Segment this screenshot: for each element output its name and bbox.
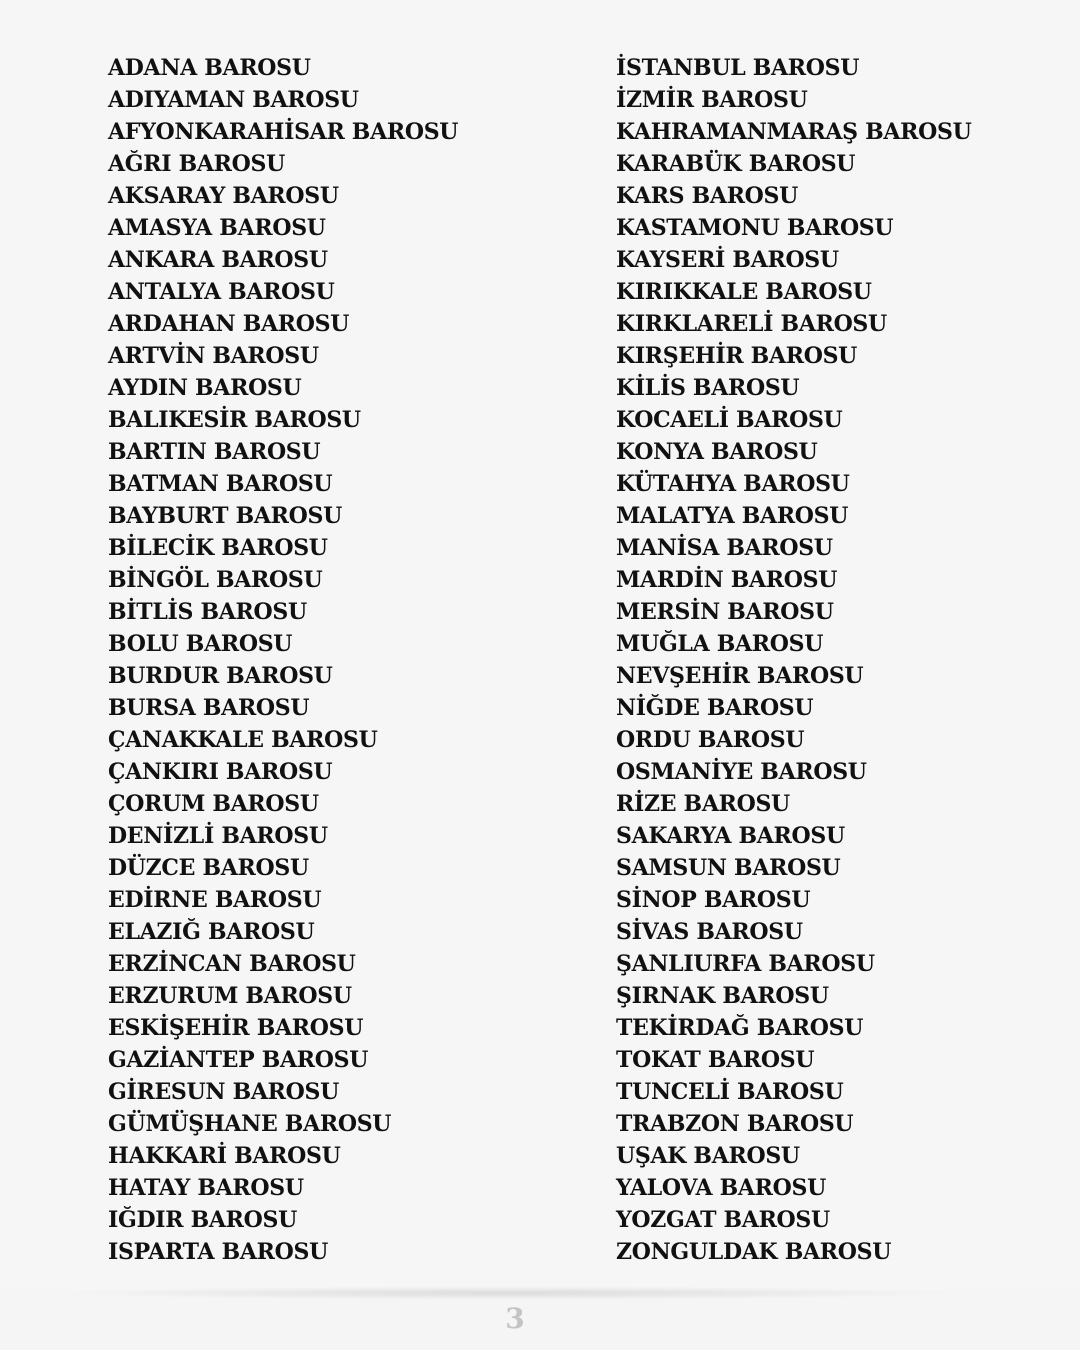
- bar-association-item: BİTLİS BAROSU: [108, 599, 307, 625]
- bar-association-item: OSMANİYE BAROSU: [616, 759, 867, 785]
- bar-association-item: NİĞDE BAROSU: [616, 695, 814, 721]
- bar-association-item: ŞANLIURFA BAROSU: [616, 951, 875, 977]
- bar-association-item: ERZİNCAN BAROSU: [108, 951, 356, 977]
- bar-association-item: ESKİŞEHİR BAROSU: [108, 1015, 364, 1041]
- bar-association-item: KAHRAMANMARAŞ BAROSU: [616, 119, 972, 145]
- bar-association-item: TRABZON BAROSU: [616, 1111, 854, 1137]
- bar-association-item: MALATYA BAROSU: [616, 503, 849, 529]
- bar-association-item: ÇORUM BAROSU: [108, 791, 319, 817]
- bar-association-item: SAKARYA BAROSU: [616, 823, 845, 849]
- bar-association-item: KAYSERİ BAROSU: [616, 247, 839, 273]
- bar-association-item: DÜZCE BAROSU: [108, 855, 309, 881]
- bar-association-item: ELAZIĞ BAROSU: [108, 919, 315, 945]
- bar-association-item: ANTALYA BAROSU: [108, 279, 335, 305]
- bar-association-item: BARTIN BAROSU: [108, 439, 321, 465]
- bar-association-item: AMASYA BAROSU: [108, 215, 326, 241]
- bar-association-item: KÜTAHYA BAROSU: [616, 471, 850, 497]
- bar-association-item: GÜMÜŞHANE BAROSU: [108, 1111, 392, 1137]
- left-column-list: [108, 52, 458, 1268]
- bar-association-item: BURSA BAROSU: [108, 695, 310, 721]
- bar-association-item: SİNOP BAROSU: [616, 887, 811, 913]
- bar-association-item: ANKARA BAROSU: [108, 247, 328, 273]
- bar-association-item: KASTAMONU BAROSU: [616, 215, 894, 241]
- bar-association-item: KIRKLARELİ BAROSU: [616, 311, 887, 337]
- page-number: 3: [505, 1302, 525, 1335]
- bar-association-item: AFYONKARAHİSAR BAROSU: [108, 119, 459, 145]
- bar-association-item: SAMSUN BAROSU: [616, 855, 841, 881]
- bar-association-item: İSTANBUL BAROSU: [616, 55, 860, 81]
- bar-association-item: MUĞLA BAROSU: [616, 631, 824, 657]
- bar-association-item: BATMAN BAROSU: [108, 471, 333, 497]
- bar-association-item: EDİRNE BAROSU: [108, 887, 322, 913]
- bar-association-item: KONYA BAROSU: [616, 439, 818, 465]
- bar-association-item: ZONGULDAK BAROSU: [616, 1239, 892, 1265]
- bar-association-item: GAZİANTEP BAROSU: [108, 1047, 369, 1073]
- bar-association-item: KARS BAROSU: [616, 183, 799, 209]
- bar-association-item: UŞAK BAROSU: [616, 1143, 800, 1169]
- bar-association-item: İZMİR BAROSU: [616, 87, 808, 113]
- bar-association-item: BAYBURT BAROSU: [108, 503, 342, 529]
- bar-association-item: BOLU BAROSU: [108, 631, 293, 657]
- bar-association-item: TUNCELİ BAROSU: [616, 1079, 844, 1105]
- bar-association-item: ÇANKIRI BAROSU: [108, 759, 333, 785]
- bar-association-item: HAKKARİ BAROSU: [108, 1143, 341, 1169]
- bar-association-item: ISPARTA BAROSU: [108, 1239, 328, 1265]
- bar-association-item: HATAY BAROSU: [108, 1175, 304, 1201]
- bar-association-item: MERSİN BAROSU: [616, 599, 834, 625]
- bar-association-item: ORDU BAROSU: [616, 727, 805, 753]
- bar-association-item: ŞIRNAK BAROSU: [616, 983, 829, 1009]
- bar-association-item: ERZURUM BAROSU: [108, 983, 352, 1009]
- bar-association-item: ARTVİN BAROSU: [108, 343, 319, 369]
- page-shadow: [60, 1286, 960, 1300]
- bar-association-item: BALIKESİR BAROSU: [108, 407, 361, 433]
- bar-association-item: ARDAHAN BAROSU: [108, 311, 350, 337]
- bar-association-item: TEKİRDAĞ BAROSU: [616, 1015, 864, 1041]
- bar-association-item: ADANA BAROSU: [108, 55, 311, 81]
- right-column-list: [616, 52, 971, 1268]
- bar-association-item: AĞRI BAROSU: [108, 151, 285, 177]
- bar-association-item: MARDİN BAROSU: [616, 567, 838, 593]
- bar-association-item: KIRIKKALE BAROSU: [616, 279, 872, 305]
- bar-association-item: GİRESUN BAROSU: [108, 1079, 339, 1105]
- bar-association-item: KOCAELİ BAROSU: [616, 407, 843, 433]
- bar-association-item: AKSARAY BAROSU: [108, 183, 339, 209]
- bar-association-item: KIRŞEHİR BAROSU: [616, 343, 858, 369]
- bar-association-item: DENİZLİ BAROSU: [108, 823, 328, 849]
- bar-association-item: BURDUR BAROSU: [108, 663, 333, 689]
- bar-association-item: IĞDIR BAROSU: [108, 1207, 297, 1233]
- bar-association-item: NEVŞEHİR BAROSU: [616, 663, 864, 689]
- bar-association-item: KARABÜK BAROSU: [616, 151, 856, 177]
- bar-association-item: YOZGAT BAROSU: [616, 1207, 830, 1233]
- bar-association-item: ÇANAKKALE BAROSU: [108, 727, 378, 753]
- bar-association-item: SİVAS BAROSU: [616, 919, 803, 945]
- bar-association-item: AYDIN BAROSU: [108, 375, 302, 401]
- bar-association-item: TOKAT BAROSU: [616, 1047, 815, 1073]
- bar-association-item: MANİSA BAROSU: [616, 535, 833, 561]
- bar-association-item: ADIYAMAN BAROSU: [108, 87, 359, 113]
- bar-association-item: KİLİS BAROSU: [616, 375, 800, 401]
- bar-association-item: YALOVA BAROSU: [616, 1175, 826, 1201]
- bar-association-item: BİLECİK BAROSU: [108, 535, 328, 561]
- bar-association-item: RİZE BAROSU: [616, 791, 790, 817]
- bar-association-item: BİNGÖL BAROSU: [108, 567, 323, 593]
